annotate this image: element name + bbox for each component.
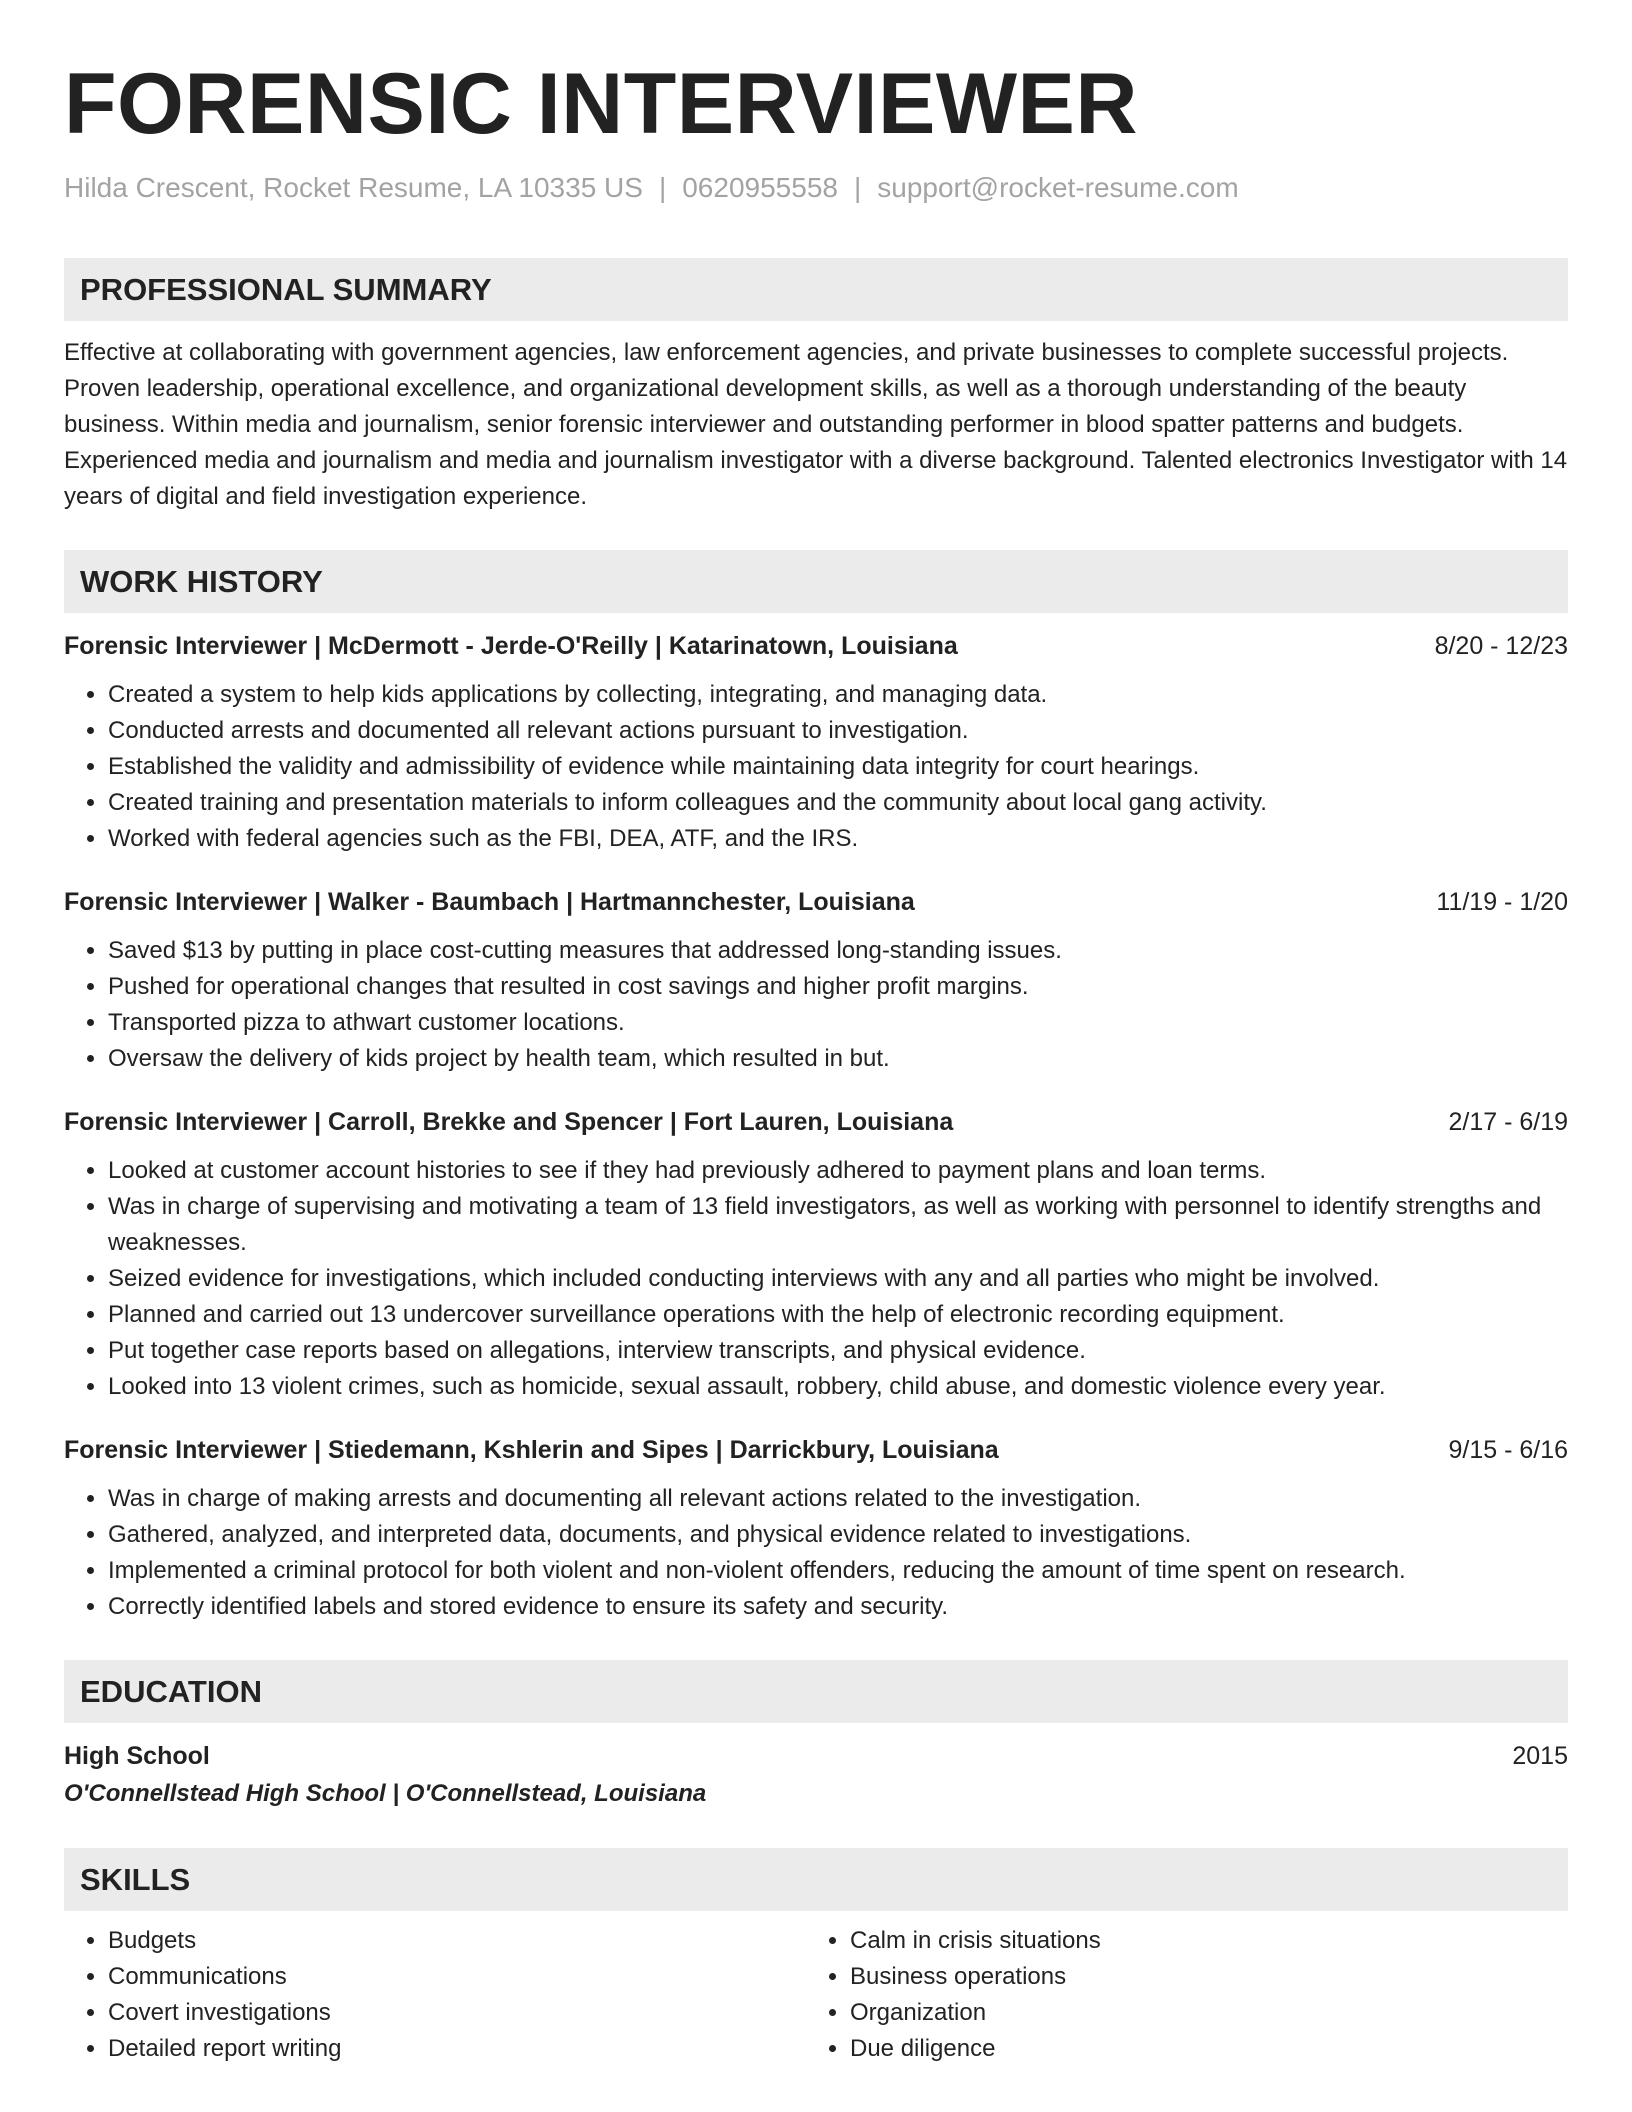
skills-list (64, 1923, 1568, 2067)
bullet-item: • Created a system to help kids applications by collecting, integrating, and managing data. (108, 677, 1568, 713)
bullet-item: • Transported pizza to athwart customer locations. (108, 1005, 1568, 1041)
job-dates: 8/20 - 12/23 (1434, 632, 1568, 660)
bullet-item: • Pushed for operational changes that resulted in cost savings and higher profit margins. (108, 969, 1568, 1005)
contact-separator: | (658, 172, 667, 203)
contact-separator: | (853, 172, 862, 203)
job-entry (64, 627, 1568, 857)
bullet-item: • Gathered, analyzed, and interpreted data, documents, and physical evidence related to investigations. (108, 1517, 1568, 1553)
job-title: Forensic Interviewer | Stiedemann, Kshlerin and Sipes | Darrickbury, Louisiana (64, 1436, 999, 1464)
bullet-item: • Created training and presentation materials to inform colleagues and the community about local gang activity. (108, 785, 1568, 821)
skill-item: • Detailed report writing (108, 2031, 806, 2067)
bullet-item: • Conducted arrests and documented all relevant actions pursuant to investigation. (108, 713, 1568, 749)
contact-line (64, 168, 1568, 208)
bullet-item: • Looked at customer account histories to see if they had previously adhered to payment plans and loan terms. (108, 1153, 1568, 1189)
skill-item: • Business operations (850, 1959, 1548, 1995)
skill-item: • Budgets (108, 1923, 806, 1959)
contact-email: support@rocket-resume.com (877, 172, 1239, 203)
skill-item: • Due diligence (850, 2031, 1548, 2067)
job-title: Forensic Interviewer | McDermott - Jerde-O'Reilly | Katarinatown, Louisiana (64, 632, 958, 660)
skill-item: • Communications (108, 1959, 806, 1995)
job-entry (64, 883, 1568, 1077)
bullet-item: • Implemented a criminal protocol for both violent and non-violent offenders, reducing the amount of time spent on research. (108, 1553, 1568, 1589)
contact-phone: 0620955558 (682, 172, 838, 203)
education-school: O'Connellstead High School | O'Connellstead, Louisiana (64, 1780, 707, 1807)
job-title: Forensic Interviewer | Walker - Baumbach | Hartmannchester, Louisiana (64, 888, 915, 916)
bullet-item: • Saved $13 by putting in place cost-cutting measures that addressed long-standing issues. (108, 933, 1568, 969)
section-heading-work-history: WORK HISTORY (64, 550, 1568, 613)
job-title: Forensic Interviewer | Carroll, Brekke and Spencer | Fort Lauren, Louisiana (64, 1108, 954, 1136)
bullet-item: • Seized evidence for investigations, which included conducting interviews with any and all parties who might be involved. (108, 1261, 1568, 1297)
contact-address: Hilda Crescent, Rocket Resume, LA 10335 US (64, 172, 643, 203)
education-year: 2015 (1512, 1742, 1568, 1770)
education-degree: High School (64, 1742, 210, 1770)
skill-item: • Organization (850, 1995, 1548, 2031)
bullet-item: • Put together case reports based on allegations, interview transcripts, and physical evidence. (108, 1333, 1568, 1369)
candidate-name: FORENSIC INTERVIEWER (64, 56, 1138, 152)
job-dates: 9/15 - 6/16 (1448, 1436, 1568, 1464)
job-entry (64, 1431, 1568, 1625)
bullet-item: • Was in charge of supervising and motivating a team of 13 field investigators, as well as working with personnel to identify strengths and weaknesses. (108, 1189, 1568, 1261)
job-bullets (64, 677, 1568, 857)
section-heading-education: EDUCATION (64, 1660, 1568, 1723)
summary-text: Effective at collaborating with government agencies, law enforcement agencies, and private businesses to complete successful projects. Proven leadership, operational excellence, and organizational development skills, as well as a thorough understanding of the beauty business. Within media and journalism, senior forensic interviewer and outstanding performer in blood spatter patterns and budgets. Experienced media and journalism and media and journalism investigator with a diverse background. Talented electronics Investigator with 14 years of digital and field investigation experience. (64, 339, 1568, 510)
job-bullets (64, 1481, 1568, 1625)
bullet-item: • Planned and carried out 13 undercover surveillance operations with the help of electronic recording equipment. (108, 1297, 1568, 1333)
skills-column-left (64, 1923, 806, 2067)
job-dates: 11/19 - 1/20 (1436, 888, 1568, 916)
skills-column-right (806, 1923, 1548, 2067)
job-bullets (64, 1153, 1568, 1405)
bullet-item: • Worked with federal agencies such as the FBI, DEA, ATF, and the IRS. (108, 821, 1568, 857)
job-entry (64, 1103, 1568, 1405)
bullet-item: • Oversaw the delivery of kids project by health team, which resulted in but. (108, 1041, 1568, 1077)
bullet-item: • Established the validity and admissibility of evidence while maintaining data integrity for court hearings. (108, 749, 1568, 785)
job-bullets (64, 933, 1568, 1077)
skill-item: • Calm in crisis situations (850, 1923, 1548, 1959)
section-heading-summary: PROFESSIONAL SUMMARY (64, 258, 1568, 321)
education-entry (64, 1737, 1568, 1813)
bullet-item: • Correctly identified labels and stored evidence to ensure its safety and security. (108, 1589, 1568, 1625)
skill-item: • Covert investigations (108, 1995, 806, 2031)
job-dates: 2/17 - 6/19 (1448, 1108, 1568, 1136)
bullet-item: • Was in charge of making arrests and documenting all relevant actions related to the investigation. (108, 1481, 1568, 1517)
bullet-item: • Looked into 13 violent crimes, such as homicide, sexual assault, robbery, child abuse, and domestic violence every year. (108, 1369, 1568, 1405)
section-heading-skills: SKILLS (64, 1848, 1568, 1911)
